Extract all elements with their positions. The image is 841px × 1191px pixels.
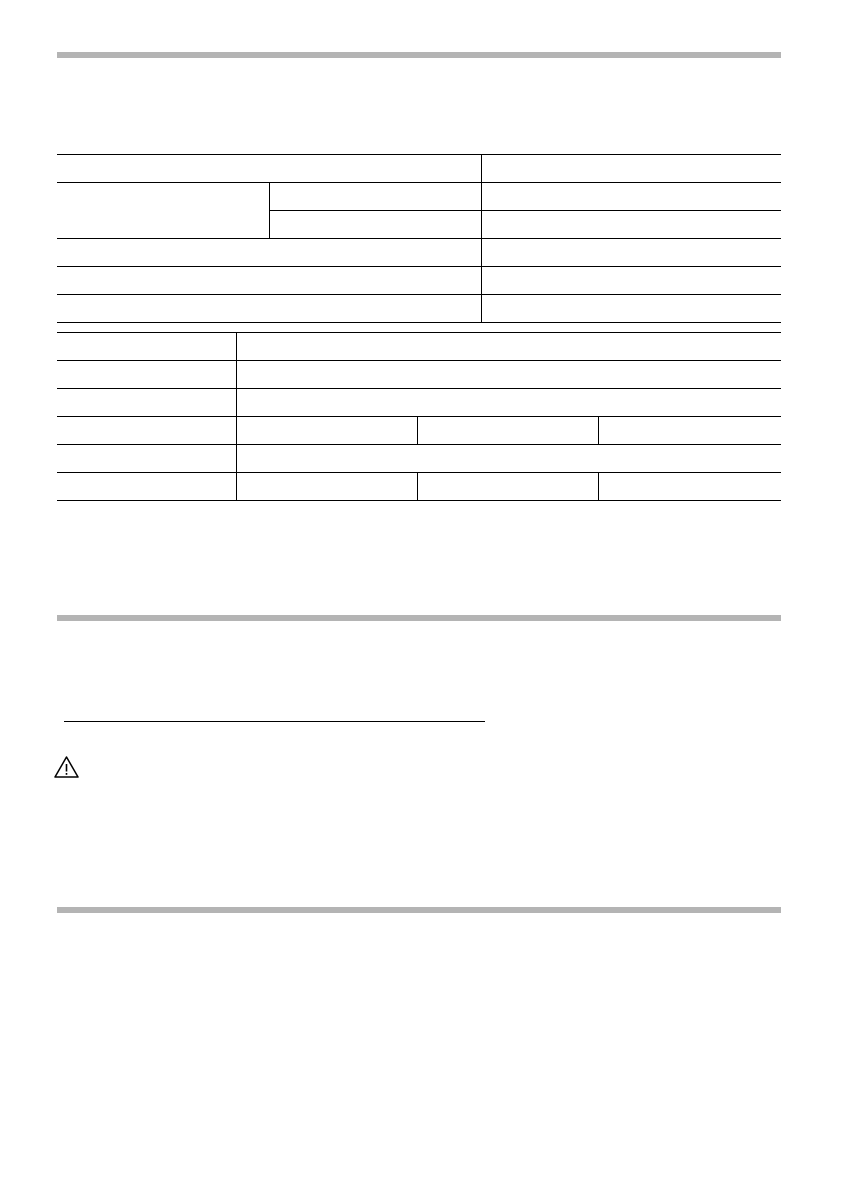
detail-table-row-line bbox=[57, 388, 781, 389]
spec-table-row-line bbox=[57, 266, 781, 267]
detail-table-row-line bbox=[57, 472, 781, 473]
detail-table-row-line bbox=[57, 416, 781, 417]
warning-triangle-icon bbox=[53, 755, 80, 779]
section-rule-specifications bbox=[57, 52, 781, 58]
detail-table-row-line bbox=[57, 360, 781, 361]
detail-table-top-border bbox=[57, 332, 781, 333]
section-rule-notes bbox=[57, 615, 781, 621]
spec-table-column-line bbox=[269, 182, 270, 238]
spec-table-top-border bbox=[57, 154, 781, 155]
detail-table-column-line bbox=[598, 416, 599, 444]
spec-table-row-line bbox=[57, 294, 781, 295]
detail-table-column-line bbox=[417, 472, 418, 500]
spec-table-row-line bbox=[270, 210, 781, 211]
detail-table-column-line bbox=[236, 332, 237, 500]
detail-table-column-line bbox=[417, 416, 418, 444]
spec-table-bottom-border bbox=[57, 322, 781, 323]
detail-table-bottom-border bbox=[57, 500, 781, 501]
section-rule-next bbox=[57, 907, 781, 913]
spec-table-row-line bbox=[57, 182, 781, 183]
notes-underline bbox=[64, 721, 485, 722]
detail-table-column-line bbox=[598, 472, 599, 500]
spec-table-column-line bbox=[481, 154, 482, 322]
detail-table-row-line bbox=[57, 444, 781, 445]
spec-table-row-line bbox=[57, 238, 781, 239]
